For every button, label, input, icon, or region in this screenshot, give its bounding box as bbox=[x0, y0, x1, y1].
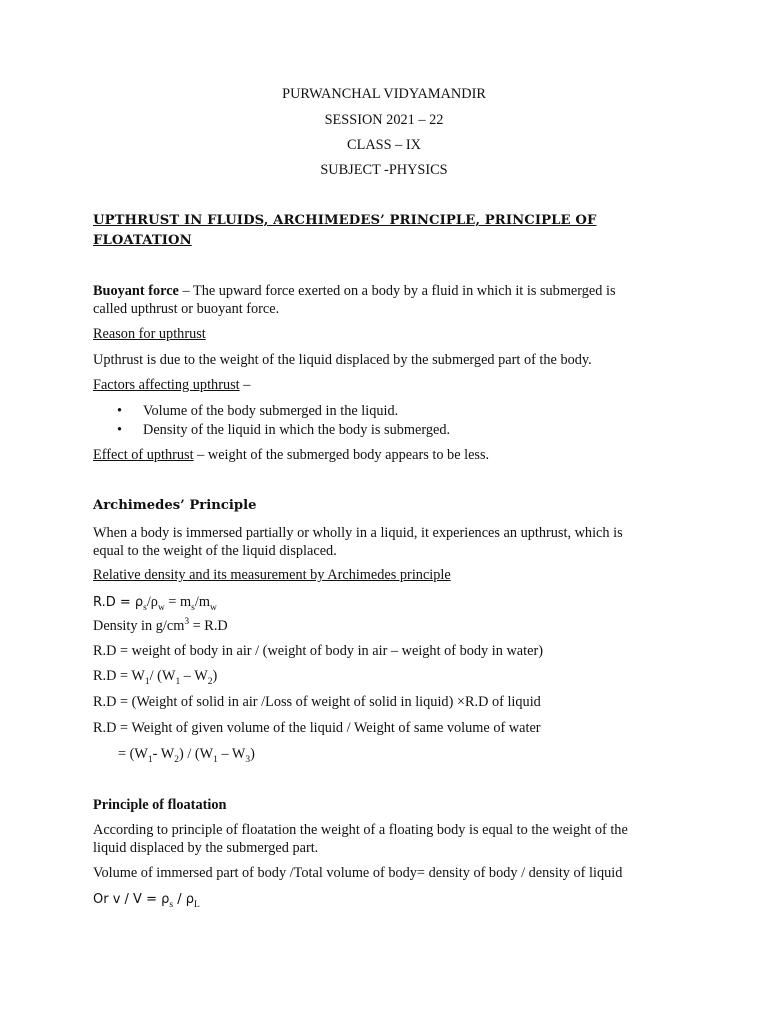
formula-rd-density-ratio: $R.D = \rho_s/\rho_w = m_s/m_w$ bbox=[93, 594, 217, 613]
formula-rd-weights: R.D = weight of body in air / (weight of body in air – weight of body in water) bbox=[93, 643, 543, 659]
topic-heading-line2: FLOATATION bbox=[93, 233, 192, 248]
bullet-glyph: • bbox=[117, 403, 123, 419]
reason-heading: Reason for upthrust bbox=[93, 326, 206, 342]
formula-density-gcm3: Density in $g/cm^3 = R.D$ bbox=[93, 617, 228, 634]
buoyant-definition-line2: called upthrust or buoyant force. bbox=[93, 301, 280, 317]
formula-floatation: Or $v / V = \rho_s / \rho_L$ bbox=[93, 892, 200, 910]
school-name: PURWANCHAL VIDYAMANDIR bbox=[282, 86, 486, 102]
buoyant-term: Buoyant force bbox=[93, 283, 179, 299]
formula-rd-volume-ratio: R.D = Weight of given volume of the liquid / Weight of same volume of water bbox=[93, 720, 541, 736]
class-line: CLASS – IX bbox=[347, 137, 421, 153]
formula-rd-w1-w2: $R.D = W_1/$ $(W_1 - W_2)$ bbox=[93, 668, 218, 687]
archimedes-heading: Archimedes’ Principle bbox=[93, 498, 257, 513]
formula-rd-w1-w2-w3: = ($W_1-$ $W_2) / (W_1 - W_3)$ bbox=[118, 746, 255, 765]
floatation-heading: Principle of floatation bbox=[93, 797, 227, 813]
floatation-volume-ratio: Volume of immersed part of body /Total volume of body= density of body / density of liquid bbox=[93, 865, 623, 881]
document-page: PURWANCHAL VIDYAMANDIR SESSION 2021 – 22 CLASS – IX SUBJECT -PHYSICS UPTHRUST IN FLUIDS, ARCHIMEDES’ PRINCIPLE, PRINCIPLE OF FLOATATION Buoyant force – The upward force exerted on a body by a fluid in which it is submerged is called upthrust or buoyant force. Reason for upthrust Upthrust is due to the weight of the liquid displaced by the submerged part of the body. Factors affecting upthrust – • Volume of the body submerged in the liquid. • Density of the liquid in which the body is submerged. Effect of upthrust – weight of the submerged body appears to be less. Archimedes’ Principle When a body is immersed partially or wholly in a liquid, it experiences an upthrust, which is equal to the weight of the liquid displaced. Relative density and its measurement by Archimedes principle $R.D = \rho_s/\rho_w = m_s/m_w$ Density in $g/cm^3 = R.D$ R.D = weight of body in air / (weight of body in air – weight of body in water) $R.D = W_1/$ $(W_1 - W_2)$ R.D = (Weight of solid in air /Loss of weight of solid in liquid) ×R.D of liquid R.D = Weight of given volume of the liquid / Weight of same volume of water = ($W_1-$ $W_2) / (W_1 - W_3)$ Principle of floatation According to principle of floatation the weight of a floating body is equal to the weight of the liquid displaced by the submerged part. Volume of immersed part of body /Total volume of body= density of body / density of liquid Or $v / V = \rho_s / \rho_L$ bbox=[0, 0, 768, 1024]
session-line: SESSION 2021 – 22 bbox=[324, 112, 444, 128]
subject-line: SUBJECT -PHYSICS bbox=[320, 162, 448, 178]
formula-rd-loss-of-weight: R.D = (Weight of solid in air /Loss of weight of solid in liquid) ×R.D of liquid bbox=[93, 694, 541, 710]
archimedes-text-line1: When a body is immersed partially or wholly in a liquid, it experiences an upthrust, which is bbox=[93, 525, 623, 541]
relative-density-heading: Relative density and its measurement by Archimedes principle bbox=[93, 567, 451, 583]
floatation-text-line2: liquid displaced by the submerged part. bbox=[93, 840, 319, 856]
reason-text: Upthrust is due to the weight of the liquid displaced by the submerged part of the body. bbox=[93, 352, 592, 368]
factors-heading: Factors affecting upthrust – bbox=[93, 377, 251, 393]
bullet-glyph: • bbox=[117, 422, 123, 438]
buoyant-definition-line1: Buoyant force – The upward force exerted on a body by a fluid in which it is submerged is bbox=[93, 283, 616, 299]
floatation-text-line1: According to principle of floatation the weight of a floating body is equal to the weight of the bbox=[93, 822, 628, 838]
archimedes-text-line2: equal to the weight of the liquid displaced. bbox=[93, 543, 337, 559]
effect-line: Effect of upthrust – weight of the submerged body appears to be less. bbox=[93, 447, 490, 463]
topic-heading-line1: UPTHRUST IN FLUIDS, ARCHIMEDES’ PRINCIPLE, PRINCIPLE OF bbox=[93, 213, 597, 228]
